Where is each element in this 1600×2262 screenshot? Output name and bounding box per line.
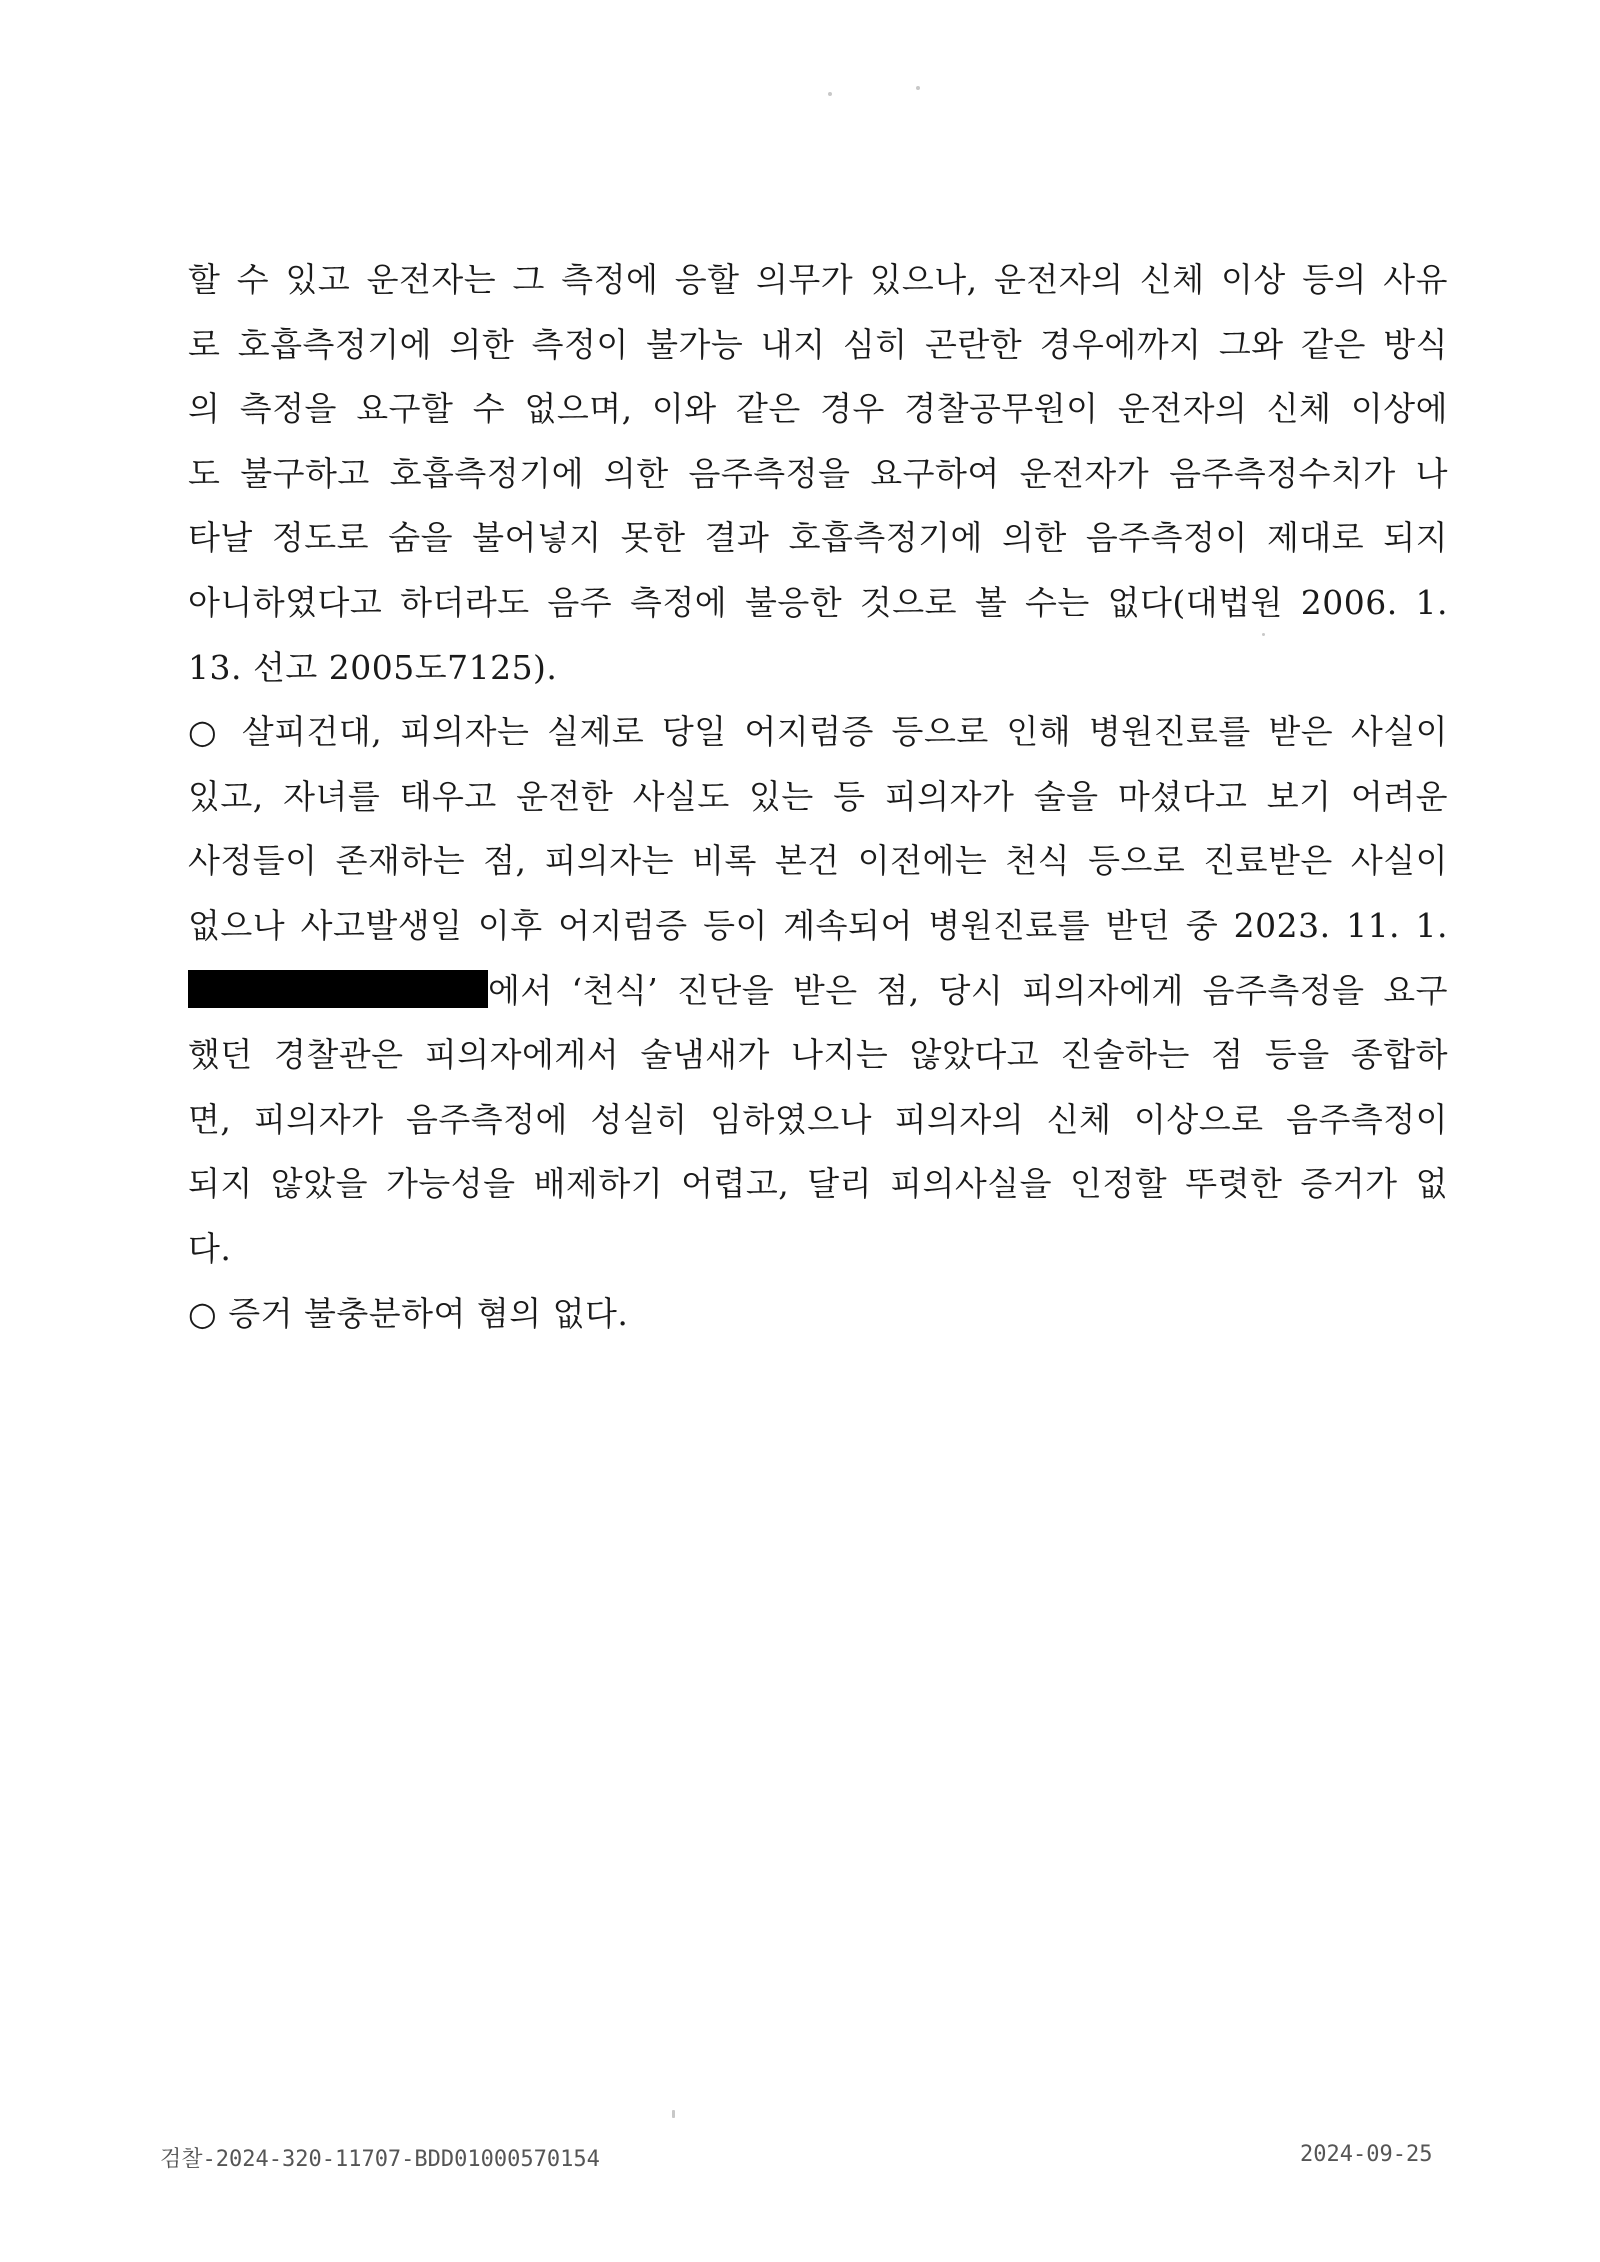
- scan-speck: [916, 86, 920, 90]
- paragraph-line: 의 측정을 요구할 수 없으며, 이와 같은 경우 경찰공무원이 운전자의 신체 이상에: [188, 389, 1448, 429]
- paragraph-line: 로 호흡측정기에 의한 측정이 불가능 내지 심히 곤란한 경우에까지 그와 같은 방식: [188, 324, 1448, 364]
- paragraph-line: 타날 정도로 숨을 불어넣지 못한 결과 호흡측정기에 의한 음주측정이 제대로 되지: [188, 518, 1448, 558]
- footer-document-number: 검찰-2024-320-11707-BDD01000570154: [160, 2147, 600, 2172]
- paragraph-line-redacted: [188, 959, 1448, 1024]
- scan-speck: [828, 92, 832, 96]
- paragraph-line-text: 에서 ‘천식’ 진단을 받은 점, 당시 피의자에게 음주측정을 요구: [488, 970, 1448, 1010]
- paragraph-line: 할 수 있고 운전자는 그 측정에 응할 의무가 있으나, 운전자의 신체 이상 등의 사유: [188, 260, 1448, 299]
- paragraph-line: 없으나 사고발생일 이후 어지럼증 등이 계속되어 병원진료를 받던 중 2023. 11. 1.: [188, 905, 1448, 945]
- paragraph-line: 13. 선고 2005도7125).: [188, 647, 558, 687]
- paragraph-line: 했던 경찰관은 피의자에게서 술냄새가 나지는 않았다고 진술하는 점 등을 종합하: [188, 1035, 1448, 1075]
- paragraph-line: 되지 않았을 가능성을 배제하기 어렵고, 달리 피의사실을 인정할 뚜렷한 증거가 없: [188, 1164, 1448, 1204]
- paragraph-line: 사정들이 존재하는 점, 피의자는 비록 본건 이전에는 천식 등으로 진료받은 사실이: [188, 841, 1448, 881]
- paragraph-line: ○ 증거 불충분하여 혐의 없다.: [188, 1293, 629, 1333]
- document-body: [188, 248, 1448, 1346]
- paragraph-line: ○ 살피건대, 피의자는 실제로 당일 어지럼증 등으로 인해 병원진료를 받은 사실이: [188, 712, 1448, 752]
- footer-date: 2024-09-25: [1300, 2142, 1433, 2167]
- paragraph-line: 다.: [188, 1228, 232, 1268]
- paragraph-line: 아니하였다고 하더라도 음주 측정에 불응한 것으로 볼 수는 없다(대법원 2006. 1.: [188, 582, 1448, 622]
- paragraph-line: 면, 피의자가 음주측정에 성실히 임하였으나 피의자의 신체 이상으로 음주측정이: [188, 1099, 1448, 1139]
- paragraph-line: 도 불구하고 호흡측정기에 의한 음주측정을 요구하여 운전자가 음주측정수치가 나: [188, 453, 1448, 493]
- paragraph-line: 있고, 자녀를 태우고 운전한 사실도 있는 등 피의자가 술을 마셨다고 보기 어려운: [188, 776, 1448, 816]
- redaction-block: [188, 970, 488, 1008]
- scan-speck: [672, 2110, 675, 2118]
